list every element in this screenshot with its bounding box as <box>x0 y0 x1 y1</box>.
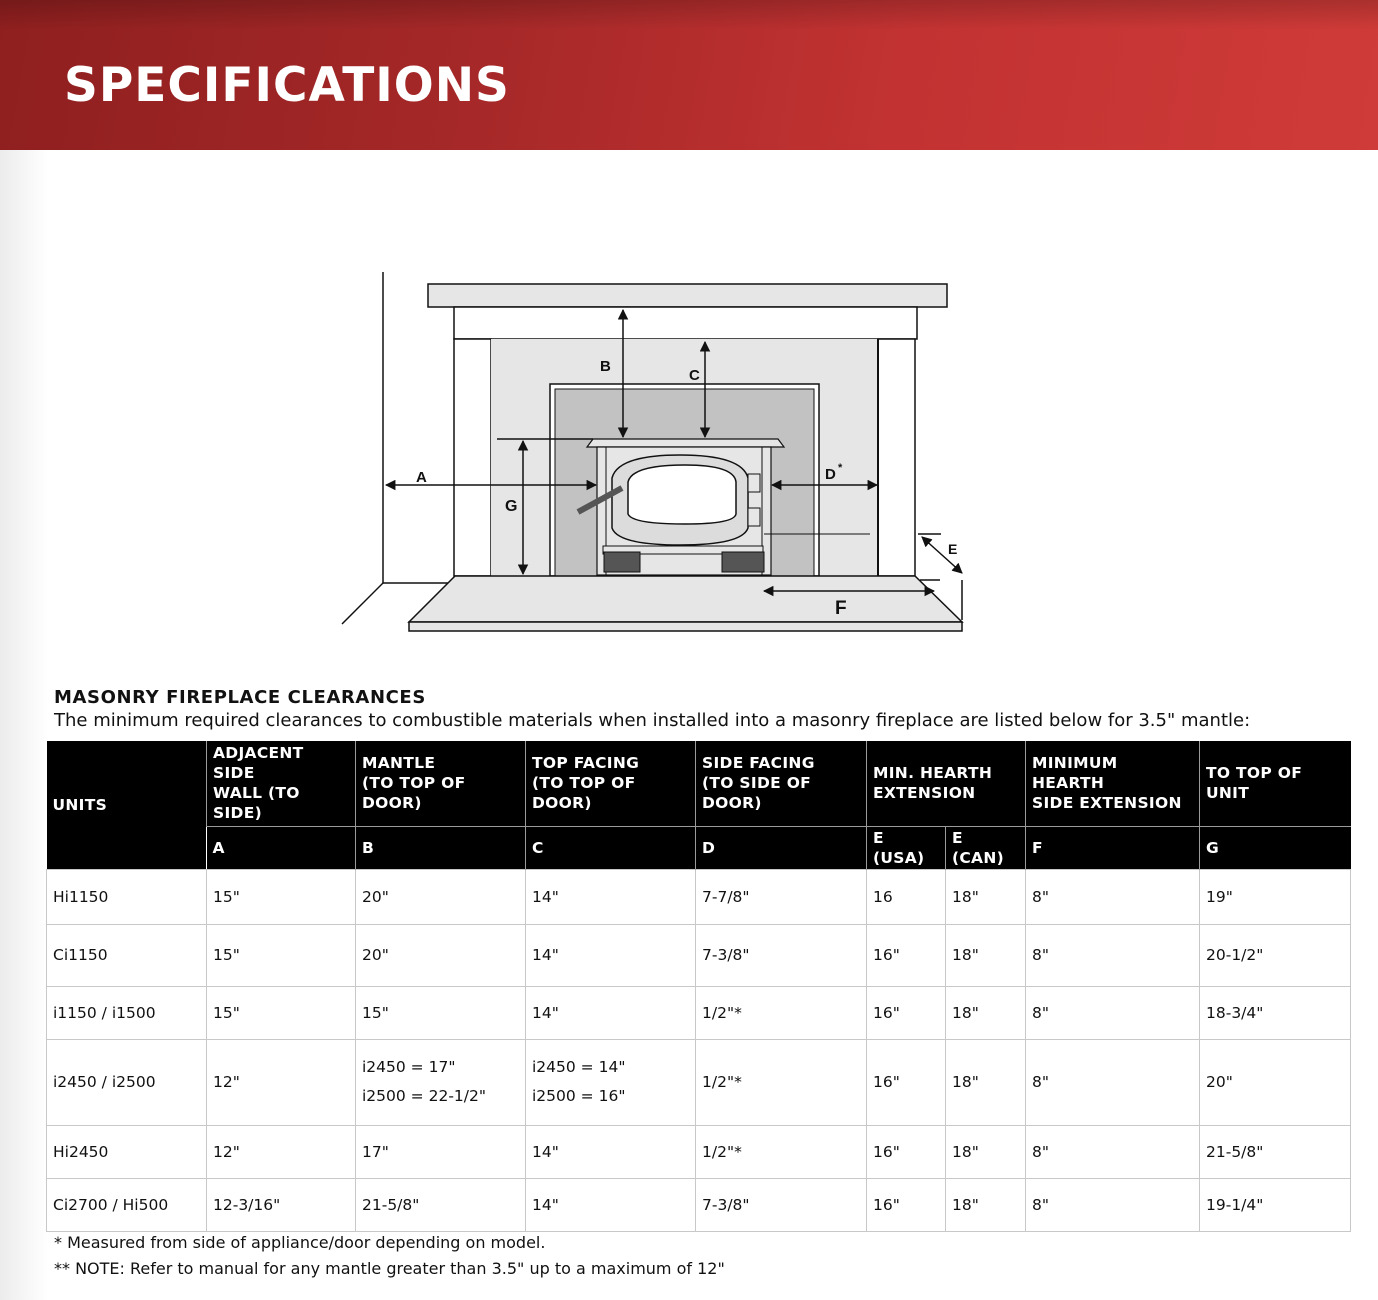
label-a: A <box>416 469 427 486</box>
cell-e-can: 18" <box>946 1039 1026 1125</box>
cell-c: 14" <box>526 924 696 986</box>
header-top-of-unit: TO TOP OF UNIT <box>1200 741 1351 826</box>
cell-e-usa: 16 <box>867 869 946 924</box>
cell-b: 20" <box>356 924 526 986</box>
cell-e-can: 18" <box>946 1125 1026 1178</box>
cell-b: 17" <box>356 1125 526 1178</box>
cell-e-can: 18" <box>946 869 1026 924</box>
cell-d: 1/2"* <box>696 1125 867 1178</box>
letter-c: C <box>526 826 696 869</box>
cell-a: 15" <box>207 869 356 924</box>
cell-d: 7-3/8" <box>696 1178 867 1231</box>
header-min-hearth-side-extension: MINIMUM HEARTH SIDE EXTENSION <box>1026 741 1200 826</box>
cell-e-usa: 16" <box>867 1125 946 1178</box>
cell-a: 12" <box>207 1039 356 1125</box>
mantle-board <box>454 307 917 339</box>
cell-g: 20-1/2" <box>1200 924 1351 986</box>
cell-g: 19" <box>1200 869 1351 924</box>
label-d-asterisk: * <box>838 462 843 474</box>
side-wall <box>342 272 455 624</box>
cell-c: 14" <box>526 1178 696 1231</box>
cell-unit: Ci2700 / Hi500 <box>47 1178 207 1231</box>
cell-unit: i1150 / i1500 <box>47 986 207 1039</box>
cell-g: 18-3/4" <box>1200 986 1351 1039</box>
label-b: B <box>600 358 611 375</box>
cell-c: 14" <box>526 1125 696 1178</box>
cell-unit: Ci1150 <box>47 924 207 986</box>
cell-a: 12-3/16" <box>207 1178 356 1231</box>
table-row <box>47 869 1351 924</box>
header-side-facing: SIDE FACING (TO SIDE OF DOOR) <box>696 741 867 826</box>
mantle-shelf <box>428 284 947 307</box>
cell-a: 15" <box>207 986 356 1039</box>
hearth-edge <box>409 622 962 631</box>
letter-g: G <box>1200 826 1351 869</box>
cell-a: 12" <box>207 1125 356 1178</box>
cell-e-can: 18" <box>946 986 1026 1039</box>
cell-f: 8" <box>1026 986 1200 1039</box>
cell-unit: Hi2450 <box>47 1125 207 1178</box>
footnote-mantle-note: ** NOTE: Refer to manual for any mantle greater than 3.5" up to a maximum of 12" <box>54 1259 725 1278</box>
left-pilaster <box>454 339 491 576</box>
letter-d: D <box>696 826 867 869</box>
header-top-facing: TOP FACING (TO TOP OF DOOR) <box>526 741 696 826</box>
cell-e-usa: 16" <box>867 1178 946 1231</box>
header-units: UNITS <box>47 741 207 869</box>
letter-e-can: E (CAN) <box>946 826 1026 869</box>
cell-e-can: 18" <box>946 924 1026 986</box>
label-d: D <box>825 466 836 483</box>
cell-f: 8" <box>1026 869 1200 924</box>
hearth <box>409 576 962 622</box>
cell-f: 8" <box>1026 924 1200 986</box>
cell-unit: i2450 / i2500 <box>47 1039 207 1125</box>
cell-c: 14" <box>526 869 696 924</box>
insert-foot-right <box>722 552 764 572</box>
cell-d: 1/2"* <box>696 1039 867 1125</box>
cell-b: i2450 = 17" i2500 = 22-1/2" <box>356 1039 526 1125</box>
cell-g: 19-1/4" <box>1200 1178 1351 1231</box>
cell-g: 21-5/8" <box>1200 1125 1351 1178</box>
cell-f: 8" <box>1026 1039 1200 1125</box>
cell-unit: Hi1150 <box>47 869 207 924</box>
cell-e-usa: 16" <box>867 924 946 986</box>
label-e: E <box>948 541 958 557</box>
letter-f: F <box>1026 826 1200 869</box>
table-header-row <box>47 741 1351 826</box>
header-adjacent-side-wall: ADJACENT SIDE WALL (TO SIDE) <box>207 741 356 826</box>
page-title: SPECIFICATIONS <box>64 58 510 113</box>
table-row <box>47 1039 1351 1125</box>
cell-c: 14" <box>526 986 696 1039</box>
section-intro: The minimum required clearances to combustible materials when installed into a masonry fireplace are listed below for 3.5" mantle: <box>54 710 1251 731</box>
letter-b: B <box>356 826 526 869</box>
cell-b: 15" <box>356 986 526 1039</box>
footnote-measured: * Measured from side of appliance/door depending on model. <box>54 1233 546 1252</box>
cell-d: 7-7/8" <box>696 869 867 924</box>
letter-e-usa: E (USA) <box>867 826 946 869</box>
letter-a: A <box>207 826 356 869</box>
table-letter-row <box>47 826 1351 869</box>
header-min-hearth-extension: MIN. HEARTH EXTENSION <box>867 741 1026 826</box>
cell-g: 20" <box>1200 1039 1351 1125</box>
right-pilaster <box>878 339 915 576</box>
cell-f: 8" <box>1026 1125 1200 1178</box>
insert-foot-left <box>604 552 640 572</box>
cell-e-can: 18" <box>946 1178 1026 1231</box>
cell-b: 20" <box>356 869 526 924</box>
section-heading: MASONRY FIREPLACE CLEARANCES <box>54 687 426 708</box>
cell-e-usa: 16" <box>867 986 946 1039</box>
cell-f: 8" <box>1026 1178 1200 1231</box>
table-row <box>47 924 1351 986</box>
table-row <box>47 986 1351 1039</box>
door-glass <box>628 465 736 524</box>
table-row <box>47 1125 1351 1178</box>
cell-c: i2450 = 14" i2500 = 16" <box>526 1039 696 1125</box>
cell-d: 7-3/8" <box>696 924 867 986</box>
cell-a: 15" <box>207 924 356 986</box>
cell-d: 1/2"* <box>696 986 867 1039</box>
cell-e-usa: 16" <box>867 1039 946 1125</box>
cell-b: 21-5/8" <box>356 1178 526 1231</box>
header-mantle: MANTLE (TO TOP OF DOOR) <box>356 741 526 826</box>
clearances-table <box>46 741 1351 1232</box>
table-row <box>47 1178 1351 1231</box>
label-g: G <box>505 498 518 515</box>
label-c: C <box>689 367 700 384</box>
label-f: F <box>835 598 847 619</box>
insert-top-plate <box>587 439 784 447</box>
